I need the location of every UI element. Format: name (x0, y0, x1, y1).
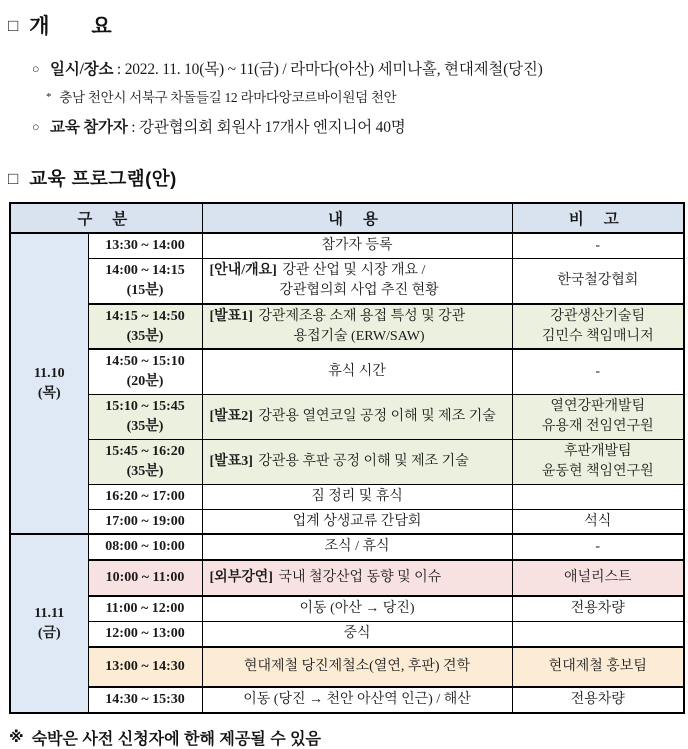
reference-mark-icon: ※ (9, 729, 24, 747)
overview-item-participants (32, 115, 683, 137)
content-cell: 조식 / 휴식 (202, 534, 512, 560)
time-cell: 14:15 ~ 14:50 (35분) (88, 304, 202, 350)
program-table (9, 202, 685, 714)
program-heading (8, 165, 683, 191)
time-cell: 14:00 ~ 14:15 (15분) (88, 258, 202, 303)
note-cell: 애널리스트 (512, 560, 684, 596)
program-title: 교육 프로그램(안) (29, 168, 177, 189)
note-cell (512, 622, 684, 647)
address-text: 충남 천안시 서북구 차돌들길 12 라마다앙코르바이원덤 천안 (59, 90, 397, 105)
note-cell: 현대제철 홍보팀 (512, 647, 684, 687)
note-cell: 전용차량 (512, 596, 684, 621)
content-cell: 중식 (202, 622, 512, 647)
time-cell: 14:30 ~ 15:30 (88, 687, 202, 713)
session-label: [외부강연] (209, 570, 273, 586)
session-label: [발표2] (209, 409, 253, 425)
col-header-category: 구 분 (10, 203, 202, 233)
note-cell: - (512, 534, 684, 560)
schedule-row (10, 509, 684, 534)
content-cell: 이동 (아산 → 당진) (202, 596, 512, 621)
section-box-icon: □ (8, 16, 19, 35)
content-cell: 짐 정리 및 휴식 (202, 484, 512, 509)
day-weekday: (금) (37, 625, 61, 641)
col-header-remark: 비 고 (512, 203, 684, 233)
day-date: 11.11 (34, 605, 65, 621)
schedule-row (10, 484, 684, 509)
section-box-icon: □ (8, 169, 19, 188)
content-cell: [외부강연] 국내 철강산업 동향 및 이슈 (202, 560, 512, 596)
day-date: 11.10 (33, 365, 65, 381)
session-label: [안내/개요] (209, 262, 277, 278)
lodging-note-text: 숙박은 사전 신청자에 한해 제공될 수 있음 (31, 730, 322, 748)
address-note (46, 86, 683, 106)
circle-bullet-icon: ○ (32, 119, 40, 134)
time-cell: 13:30 ~ 14:00 (88, 233, 202, 258)
schedule-row (10, 304, 684, 350)
time-cell: 16:20 ~ 17:00 (88, 484, 202, 509)
time-cell: 15:10 ~ 15:45 (35분) (88, 395, 202, 440)
time-cell: 17:00 ~ 19:00 (88, 509, 202, 534)
note-cell: 전용차량 (512, 687, 684, 713)
note-cell (512, 484, 684, 509)
schedule-row (10, 395, 684, 440)
datetime-label: 일시/장소 (50, 61, 114, 78)
content-cell: [발표2] 강관용 열연코일 공정 이해 및 제조 기술 (202, 395, 512, 440)
content-cell: [발표1] 강관제조용 소재 용접 특성 및 강관 용접기술 (ERW/SAW) (202, 304, 512, 350)
lodging-note (9, 726, 683, 749)
content-cell: 이동 (당진 → 천안 아산역 인근) / 해산 (202, 687, 512, 713)
time-cell: 12:00 ~ 13:00 (88, 622, 202, 647)
content-cell: 업계 상생교류 간담회 (202, 509, 512, 534)
schedule-row (10, 596, 684, 621)
note-cell: - (512, 233, 684, 258)
day-cell-1111 (10, 534, 88, 712)
session-label: [발표3] (209, 453, 253, 469)
schedule-row (10, 622, 684, 647)
content-cell: 현대제철 당진제철소(열연, 후판) 견학 (202, 647, 512, 687)
note-cell: 후판개발팀 윤동현 책임연구원 (512, 439, 684, 484)
circle-bullet-icon: ○ (32, 61, 40, 76)
note-cell: 한국철강협회 (512, 258, 684, 303)
schedule-row (10, 349, 684, 394)
time-cell: 14:50 ~ 15:10 (20분) (88, 349, 202, 394)
participants-label: 교육 참가자 (50, 119, 128, 136)
time-cell: 10:00 ~ 11:00 (88, 560, 202, 596)
day-cell-1110 (10, 233, 88, 534)
content-cell: [발표3] 강관용 후판 공정 이해 및 제조 기술 (202, 439, 512, 484)
content-cell: [안내/개요] 강관 산업 및 시장 개요 / 강관협의회 사업 추진 현황 (202, 258, 512, 303)
asterisk-icon: * (46, 91, 52, 103)
note-cell: - (512, 349, 684, 394)
schedule-row (10, 687, 684, 713)
schedule-row (10, 647, 684, 687)
time-cell: 08:00 ~ 10:00 (88, 534, 202, 560)
note-cell: 석식 (512, 509, 684, 534)
day-weekday: (목) (37, 385, 61, 401)
col-header-content: 내 용 (202, 203, 512, 233)
content-cell: 휴식 시간 (202, 349, 512, 394)
note-cell: 강관생산기술팀 김민수 책임매니저 (512, 304, 684, 350)
time-cell: 15:45 ~ 16:20 (35분) (88, 439, 202, 484)
note-cell: 열연강판개발팀 유용재 전임연구원 (512, 395, 684, 440)
overview-item-datetime (32, 57, 683, 79)
schedule-row (10, 534, 684, 560)
schedule-row (10, 258, 684, 303)
overview-title: 개 요 (29, 15, 130, 38)
schedule-row (10, 439, 684, 484)
time-cell: 13:00 ~ 14:30 (88, 647, 202, 687)
overview-heading (8, 10, 683, 40)
datetime-value: : 2022. 11. 10(목) ~ 11(금) / 라마다(아산) 세미나홀, 현대제철(당진) (113, 61, 543, 78)
content-cell: 참가자 등록 (202, 233, 512, 258)
table-header-row (10, 203, 684, 233)
schedule-row (10, 233, 684, 258)
time-cell: 11:00 ~ 12:00 (88, 596, 202, 621)
session-label: [발표1] (209, 308, 253, 324)
participants-value: : 강관협의회 회원사 17개사 엔지니어 40명 (127, 119, 406, 136)
schedule-row (10, 560, 684, 596)
